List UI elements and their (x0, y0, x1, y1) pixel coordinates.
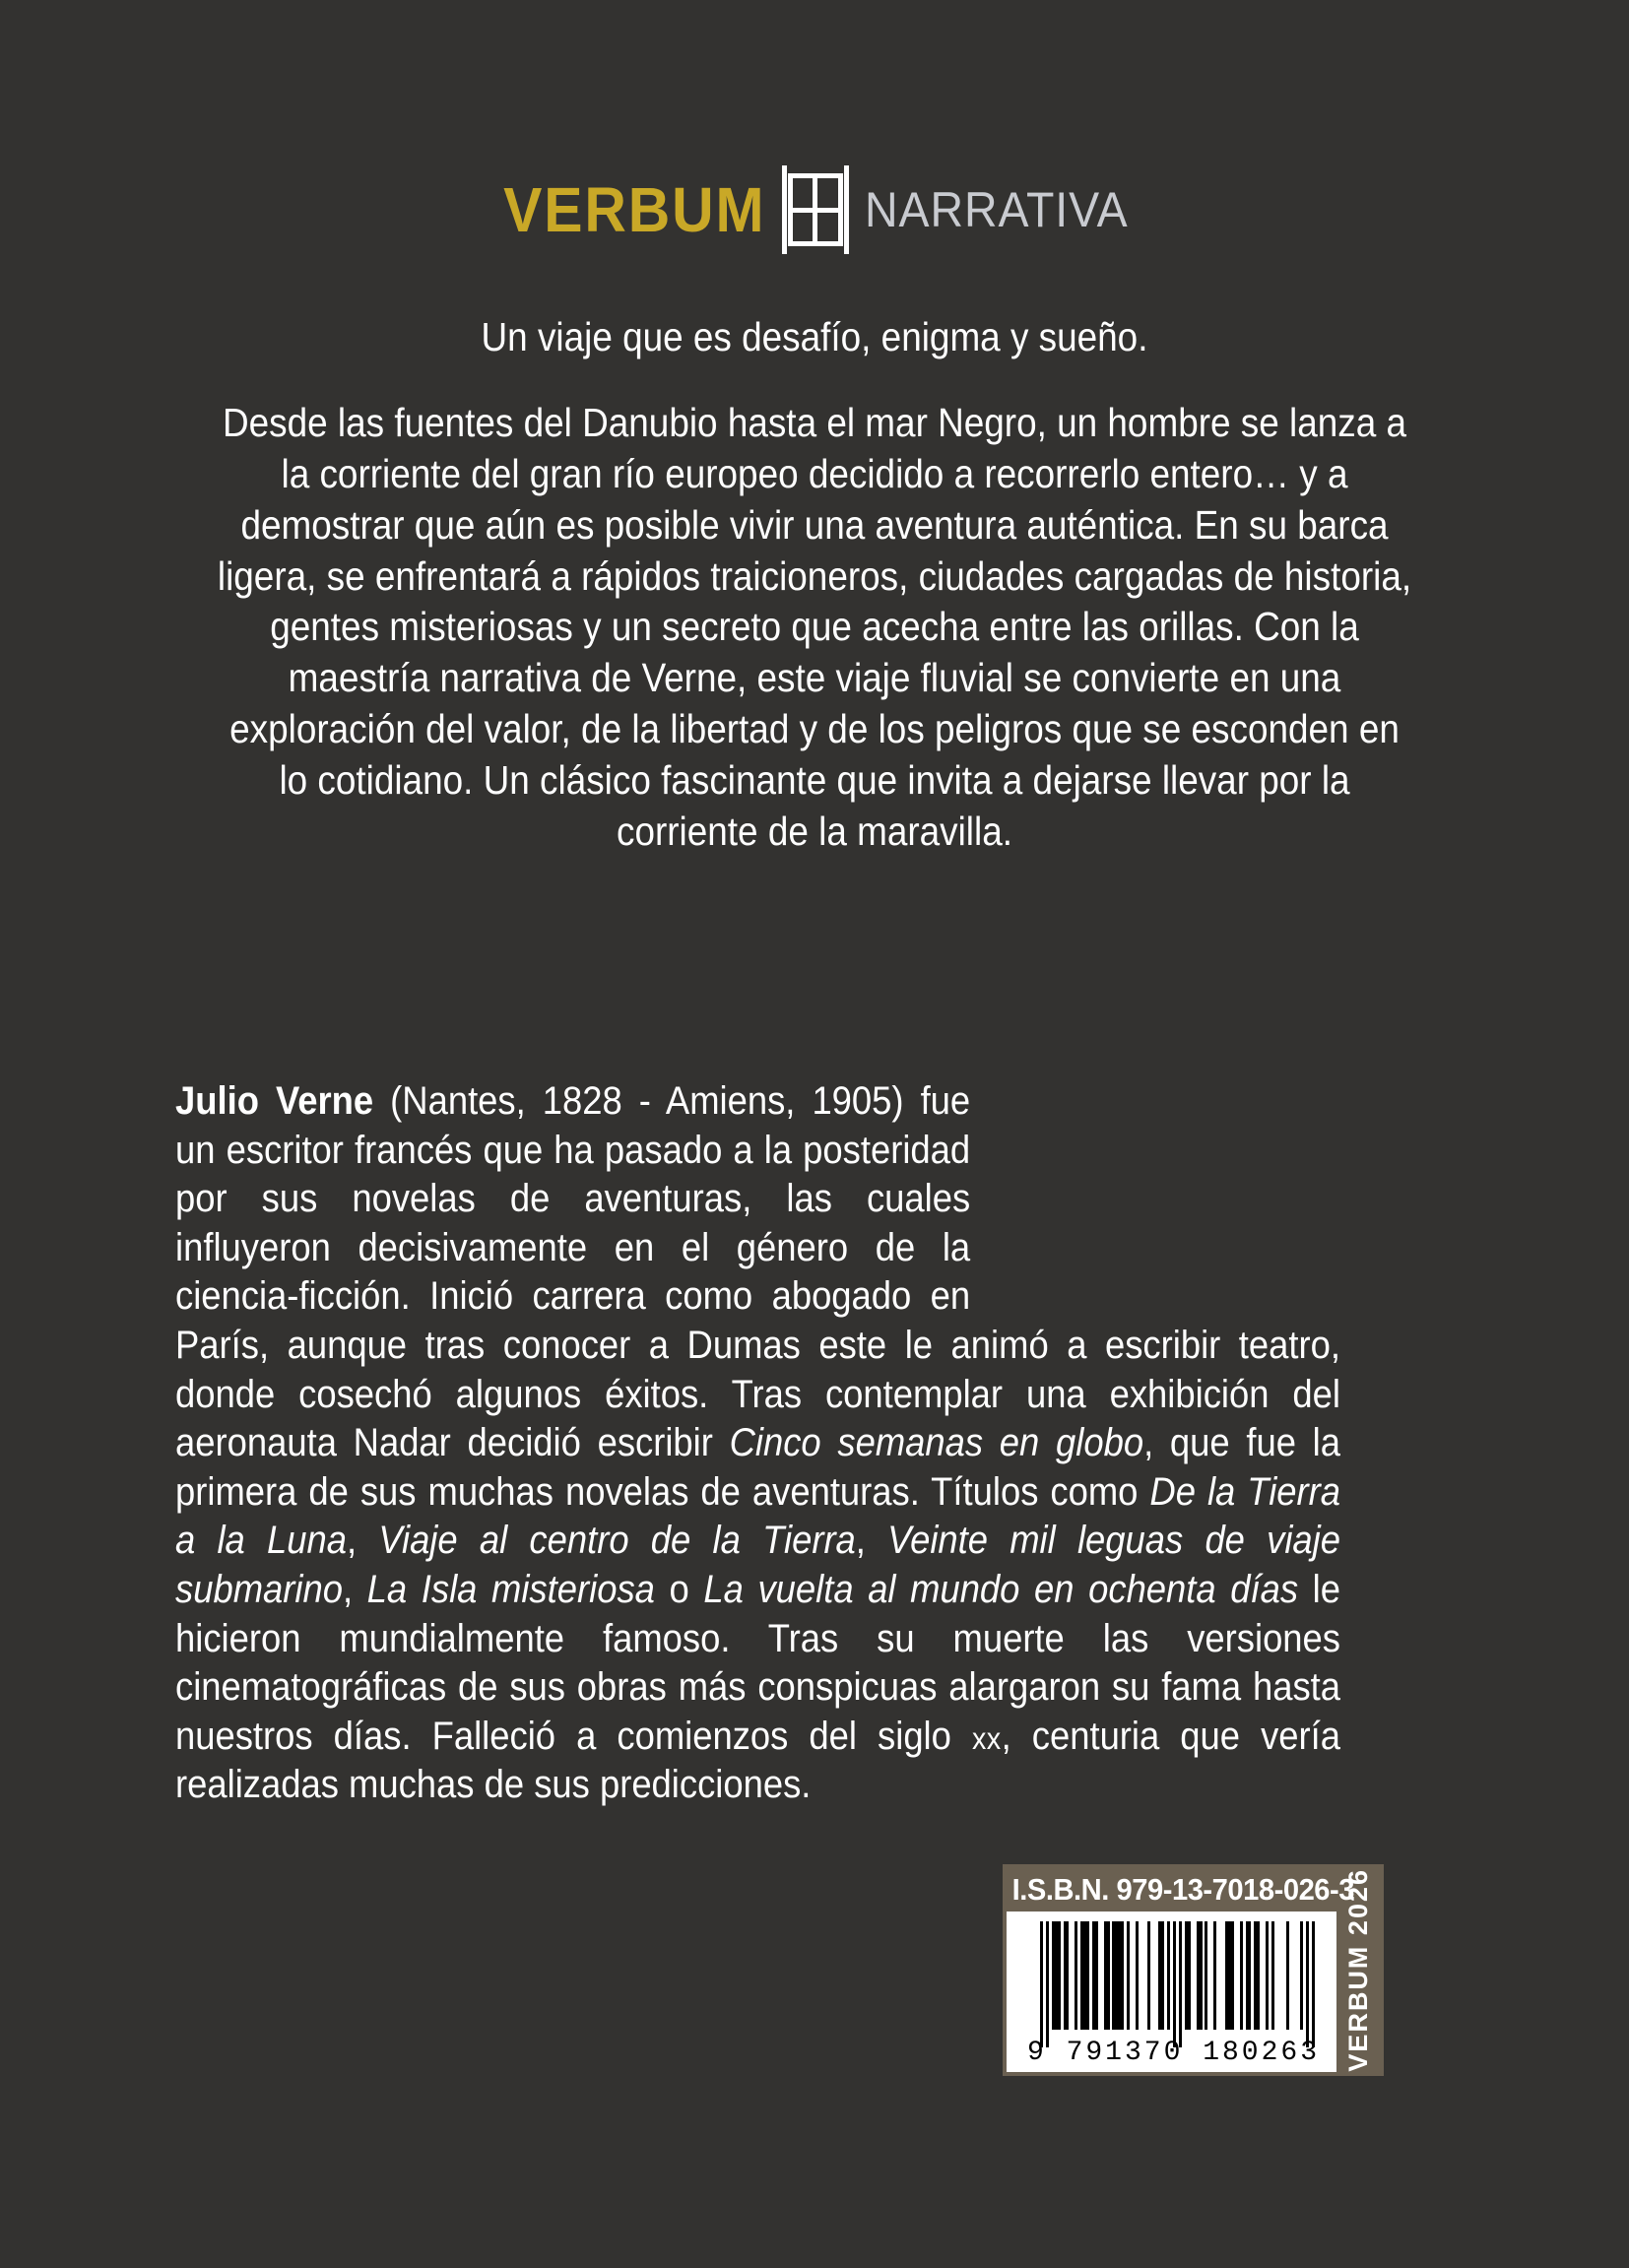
book-title-de-la-tierra-a-la-luna: De la Tierra a la Luna (175, 1469, 1341, 1563)
book-title-cinco-semanas: Cinco semanas en globo (729, 1421, 1144, 1465)
barcode-wrap-spacer (994, 1091, 1340, 1303)
imprint-year-vertical (1336, 1868, 1380, 2072)
publisher-brand-name: VERBUM (503, 174, 766, 245)
window-post-right (844, 165, 849, 254)
book-title-la-vuelta-al-mundo: La vuelta al mundo en ochenta días (703, 1567, 1299, 1611)
imprint-year-label: VERBUM 2026 (1342, 1868, 1373, 2072)
window-grid-icon (788, 173, 843, 246)
barcode-inner (1007, 1868, 1355, 2072)
bio-separator-1: , (347, 1519, 379, 1563)
book-title-veinte-mil-leguas: Veinte mil leguas de viaje submarino (175, 1519, 1341, 1611)
bio-separator-3: , (342, 1567, 367, 1611)
bio-text-part-4: , centuria que vería realizadas muchas de sus predicciones. (175, 1714, 1341, 1807)
bio-separator-2: , (855, 1519, 888, 1563)
window-post-left (782, 165, 787, 254)
book-title-viaje-al-centro-de-la-tierra: Viaje al centro de la Tierra (378, 1519, 856, 1563)
century-smallcaps: xx (971, 1719, 1002, 1756)
ean-barcode-area (1007, 1912, 1336, 2072)
tagline: Un viaje que es desafío, enigma y sueño. (481, 314, 1148, 359)
book-blurb: Desde las fuentes del Danubio hasta el mar Negro, un hombre se lanza a la corriente del gran río europeo decidido a recorrerlo entero… y a demostrar que aún es posible vivir una aventura auténtica. En su barca ligera, se enfrentará a rápidos traicioneros, ciudades cargadas de historia, gentes misteriosas y un secreto que acecha entre las orillas. Con la maestría narrativa de Verne, este viaje fluvial se convierte en una exploración del valor, de la libertad y de los peligros que se esconden en lo cotidiano. Un clásico fascinante que invita a dejarse llevar por la corriente de la maravilla. (217, 400, 1412, 854)
window-mullion-horizontal (788, 208, 843, 213)
author-name: Julio Verne (175, 1079, 374, 1123)
bio-text-part-2: , que fue la primera de sus muchas novelas de aventuras. Títulos como (175, 1421, 1340, 1514)
isbn-barcode-block (1003, 1864, 1384, 2076)
publisher-logo-row (0, 173, 1629, 246)
ean-bars (1040, 1921, 1315, 2030)
collection-name: NARRATIVA (864, 182, 1129, 237)
isbn-label: I.S.B.N. 979-13-7018-026-3 (1011, 1872, 1355, 1907)
bio-text-part-3: le hicieron mundialmente famoso. Tras su muerte las versiones cinematográficas de sus obras más conspicuas alargaron su fama hasta nuestros días. Falleció a comienzos del siglo (175, 1567, 1340, 1758)
bio-text-part-1: (Nantes, 1828 - Amiens, 1905) fue un escritor francés que ha pasado a la posteridad por sus novelas de aventuras, las cuales influyeron decisivamente en el género de la ciencia-ficción. Inició carrera como abogado en París, aunque tras conocer a Dumas este le animó a escribir teatro, donde cosechó algunos éxitos. Tras contemplar una exhibición del aeronauta Nadar decidió escribir (175, 1079, 1340, 1465)
book-title-la-isla-misteriosa: La Isla misteriosa (366, 1567, 655, 1611)
bio-separator-4: o (654, 1567, 704, 1611)
ean-digits: 9 791370 180263 (1026, 2038, 1321, 2068)
author-biography (175, 1077, 1340, 1810)
